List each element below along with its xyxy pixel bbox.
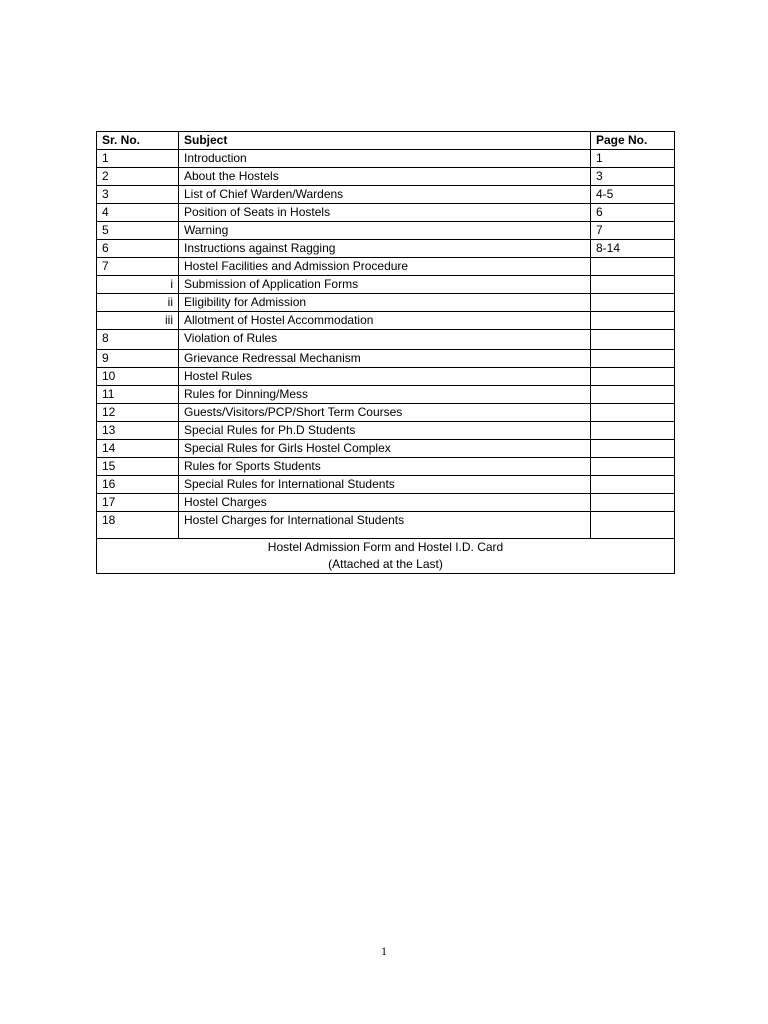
page-no-cell bbox=[591, 422, 675, 440]
subject-cell: Hostel Charges for International Students bbox=[179, 512, 591, 539]
table-row bbox=[97, 186, 675, 204]
sr-no-cell: 7 bbox=[97, 258, 179, 276]
subject-cell: Hostel Rules bbox=[179, 368, 591, 386]
sr-no-cell: 10 bbox=[97, 368, 179, 386]
table-footer-row bbox=[97, 539, 675, 574]
table-header-row bbox=[97, 132, 675, 150]
page-no-cell: 8-14 bbox=[591, 240, 675, 258]
sr-no-cell: 5 bbox=[97, 222, 179, 240]
page-no-cell bbox=[591, 350, 675, 368]
table-row bbox=[97, 458, 675, 476]
subject-cell: Rules for Sports Students bbox=[179, 458, 591, 476]
header-sr-no: Sr. No. bbox=[97, 132, 179, 150]
table-row bbox=[97, 150, 675, 168]
table-row bbox=[97, 422, 675, 440]
sr-no-cell: 16 bbox=[97, 476, 179, 494]
sub-number-cell: i bbox=[97, 276, 179, 294]
subject-cell: Instructions against Ragging bbox=[179, 240, 591, 258]
sr-no-cell: 6 bbox=[97, 240, 179, 258]
subject-cell: Violation of Rules bbox=[179, 330, 591, 350]
footer-note-line1: Hostel Admission Form and Hostel I.D. Card bbox=[267, 540, 504, 554]
sub-number-cell: iii bbox=[97, 312, 179, 330]
footer-note-line2: (Attached at the Last) bbox=[328, 557, 443, 571]
sr-no-cell: 1 bbox=[97, 150, 179, 168]
table-row bbox=[97, 168, 675, 186]
page-no-cell bbox=[591, 386, 675, 404]
sr-no-cell: 8 bbox=[97, 330, 179, 350]
page-number: 1 bbox=[381, 944, 387, 958]
page-no-cell bbox=[591, 368, 675, 386]
header-subject: Subject bbox=[179, 132, 591, 150]
table-row bbox=[97, 386, 675, 404]
sr-no-cell: 3 bbox=[97, 186, 179, 204]
subject-cell: Introduction bbox=[179, 150, 591, 168]
subject-cell: Hostel Charges bbox=[179, 494, 591, 512]
sr-no-cell: 13 bbox=[97, 422, 179, 440]
subject-cell: Rules for Dinning/Mess bbox=[179, 386, 591, 404]
page-no-cell bbox=[591, 312, 675, 330]
subject-cell: Warning bbox=[179, 222, 591, 240]
subject-cell: Special Rules for Ph.D Students bbox=[179, 422, 591, 440]
table-row bbox=[97, 350, 675, 368]
table-subrow bbox=[97, 312, 675, 330]
page-no-cell: 7 bbox=[591, 222, 675, 240]
page-no-cell bbox=[591, 458, 675, 476]
sr-no-cell: 18 bbox=[97, 512, 179, 539]
page-no-cell bbox=[591, 330, 675, 350]
table-subrow bbox=[97, 294, 675, 312]
table-row bbox=[97, 440, 675, 458]
table-row bbox=[97, 330, 675, 350]
table-subrow bbox=[97, 276, 675, 294]
page-no-cell bbox=[591, 294, 675, 312]
page-no-cell bbox=[591, 512, 675, 539]
table-of-contents bbox=[96, 131, 675, 574]
page-no-cell bbox=[591, 258, 675, 276]
table-row bbox=[97, 476, 675, 494]
table-row bbox=[97, 222, 675, 240]
sub-number-cell: ii bbox=[97, 294, 179, 312]
page-no-cell: 4-5 bbox=[591, 186, 675, 204]
sr-no-cell: 14 bbox=[97, 440, 179, 458]
subject-cell: Eligibility for Admission bbox=[179, 294, 591, 312]
page-no-cell bbox=[591, 494, 675, 512]
table-row bbox=[97, 368, 675, 386]
page-no-cell: 3 bbox=[591, 168, 675, 186]
subject-cell: Special Rules for International Students bbox=[179, 476, 591, 494]
sr-no-cell: 11 bbox=[97, 386, 179, 404]
sr-no-cell: 2 bbox=[97, 168, 179, 186]
page-no-cell bbox=[591, 404, 675, 422]
subject-cell: Submission of Application Forms bbox=[179, 276, 591, 294]
table-row bbox=[97, 494, 675, 512]
sr-no-cell: 15 bbox=[97, 458, 179, 476]
subject-cell: Grievance Redressal Mechanism bbox=[179, 350, 591, 368]
sr-no-cell: 9 bbox=[97, 350, 179, 368]
table-row bbox=[97, 512, 675, 539]
header-page-no: Page No. bbox=[591, 132, 675, 150]
table-row bbox=[97, 240, 675, 258]
table-row bbox=[97, 258, 675, 276]
footer-note bbox=[97, 539, 675, 574]
subject-cell: Special Rules for Girls Hostel Complex bbox=[179, 440, 591, 458]
subject-cell: Position of Seats in Hostels bbox=[179, 204, 591, 222]
sr-no-cell: 4 bbox=[97, 204, 179, 222]
page-no-cell bbox=[591, 476, 675, 494]
page-no-cell bbox=[591, 276, 675, 294]
page-no-cell bbox=[591, 440, 675, 458]
table-row bbox=[97, 404, 675, 422]
sr-no-cell: 17 bbox=[97, 494, 179, 512]
page-no-cell: 1 bbox=[591, 150, 675, 168]
subject-cell: About the Hostels bbox=[179, 168, 591, 186]
page-no-cell: 6 bbox=[591, 204, 675, 222]
subject-cell: List of Chief Warden/Wardens bbox=[179, 186, 591, 204]
sr-no-cell: 12 bbox=[97, 404, 179, 422]
subject-cell: Guests/Visitors/PCP/Short Term Courses bbox=[179, 404, 591, 422]
subject-cell: Hostel Facilities and Admission Procedure bbox=[179, 258, 591, 276]
table-row bbox=[97, 204, 675, 222]
subject-cell: Allotment of Hostel Accommodation bbox=[179, 312, 591, 330]
